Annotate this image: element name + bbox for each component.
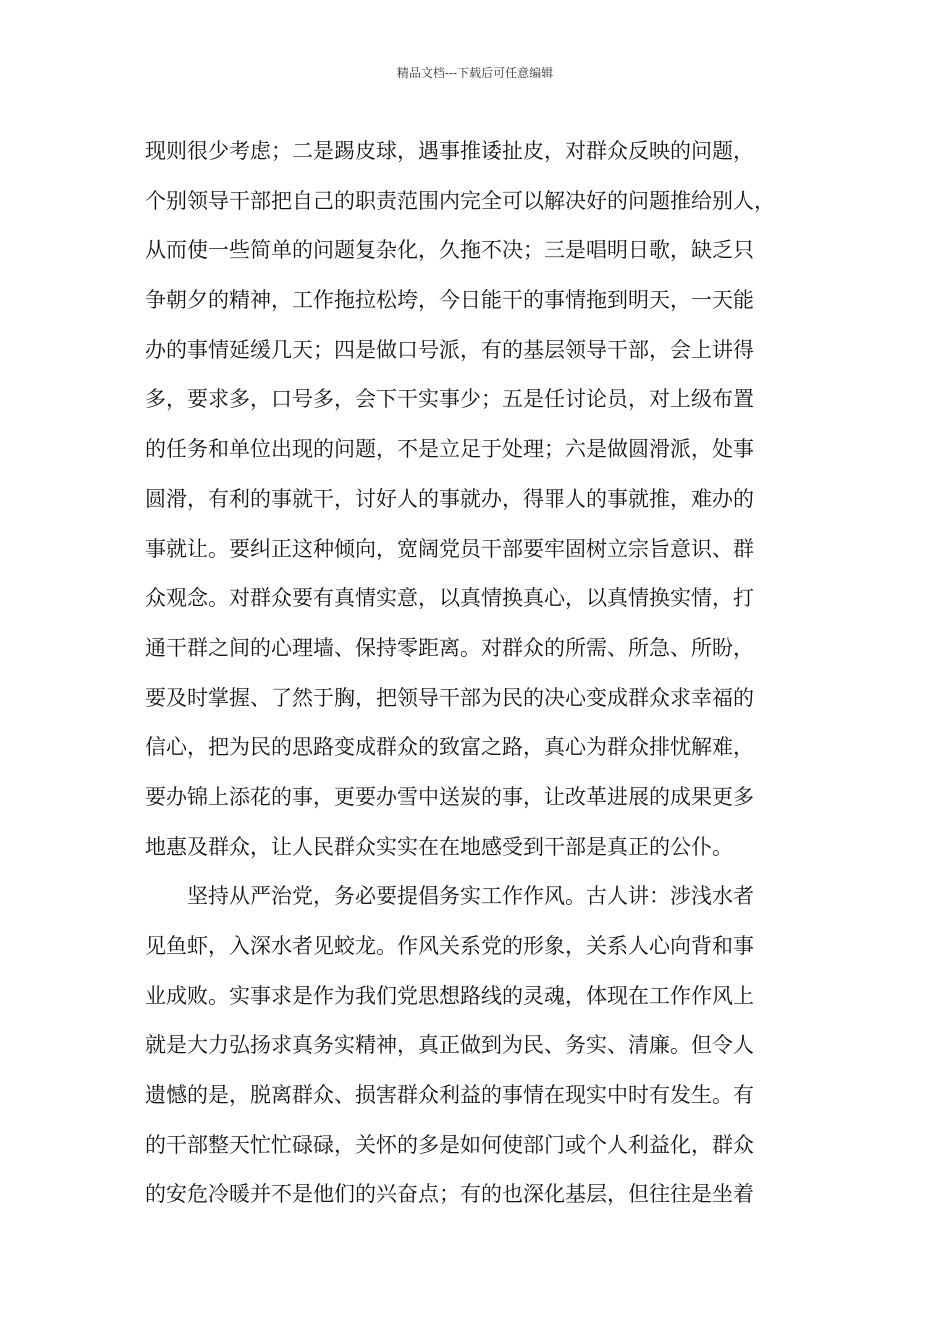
text-line: 事就让。要纠正这种倾向，宽阔党员干部要牢固树立宗旨意识、群 (145, 536, 754, 561)
text-line: 地惠及群众，让人民群众实实在在地感受到干部是真正的公仆。 (145, 834, 733, 859)
text-line: 从而使一些简单的问题复杂化，久拖不决；三是唱明日歌，缺乏只 (145, 238, 754, 263)
text-line: 见鱼虾，入深水者见蛟龙。作风关系党的形象，关系人心向背和事 (145, 934, 754, 958)
text-line: 现则很少考虑；二是踢皮球，遇事推诿扯皮，对群众反映的问题， (145, 139, 754, 163)
text-line: 要办锦上添花的事，更要办雪中送炭的事，让改革进展的成果更多 (145, 784, 754, 809)
text-line: 圆滑，有利的事就干，讨好人的事就办，得罪人的事就推，难办的 (145, 486, 754, 511)
text-line: 个别领导干部把自己的职责范围内完全可以解决好的问题推给别人， (145, 188, 775, 213)
text-line: 业成败。实事求是作为我们党思想路线的灵魂，体现在工作作风上 (145, 983, 754, 1008)
body-text (145, 127, 825, 1220)
text-line: 遗憾的是，脱离群众、损害群众利益的事情在现实中时有发生。有 (145, 1083, 754, 1108)
text-line: 坚持从严治党，务必要提倡务实工作作风。古人讲：涉浅水者 (145, 884, 754, 909)
text-line: 要及时掌握、了然于胸，把领导干部为民的决心变成群众求幸福的 (145, 685, 754, 710)
text-line: 办的事情延缓几天；四是做口号派，有的基层领导干部，会上讲得 (145, 337, 754, 362)
text-line: 的干部整天忙忙碌碌，关怀的多是如何使部门或个人利益化，群众 (145, 1132, 754, 1157)
text-line: 争朝夕的精神，工作拖拉松垮，今日能干的事情拖到明天，一天能 (145, 288, 754, 313)
text-line: 就是大力弘扬求真务实精神，真正做到为民、务实、清廉。但令人 (145, 1033, 754, 1058)
text-line: 信心，把为民的思路变成群众的致富之路，真心为群众排忧解难， (145, 735, 754, 760)
page-header: 精品文档---下载后可任意编辑 (396, 66, 554, 80)
text-line: 的安危冷暖并不是他们的兴奋点；有的也深化基层，但往往是坐着 (145, 1182, 754, 1207)
text-line: 通干群之间的心理墙、保持零距离。对群众的所需、所急、所盼， (145, 635, 754, 660)
text-line: 多，要求多，口号多，会下干实事少；五是任讨论员，对上级布置 (145, 387, 754, 412)
text-line: 众观念。对群众要有真情实意，以真情换真心，以真情换实情，打 (145, 586, 754, 611)
text-line: 的任务和单位出现的问题，不是立足于处理；六是做圆滑派，处事 (145, 437, 754, 462)
